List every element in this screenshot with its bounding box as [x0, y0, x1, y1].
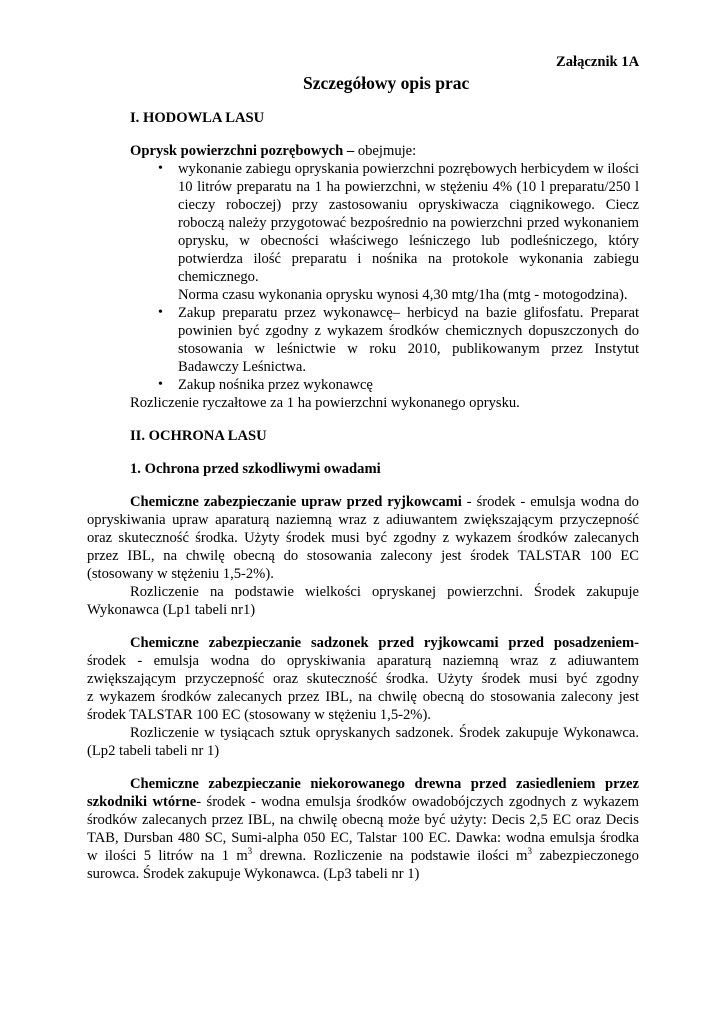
subheading-oprysk	[130, 142, 416, 160]
p2-line: zwiększającym przyczepność oraz skuteczność środka. Użyty środek musi być zgodny	[87, 671, 639, 687]
p1-settle: Wykonawca (Lp1 tabeli nr1)	[87, 602, 256, 618]
p2-settle: Rozliczenie w tysiącach sztuk opryskanych sadzonek. Środek zakupuje Wykonawca.	[130, 725, 639, 741]
p3-line: TAB, Dursban 480 SC, Sumi-alpha 050 EC, Talstar 100 EC. Dawka: wodna emulsja środka	[87, 830, 639, 846]
bullet1-line: potwierdza ilość preparatu i nośnika na protokole wykonania zabiegu	[178, 251, 639, 267]
p3-line2-rest: - środek - wodna emulsja środków owadobójczych zgodnych z wykazem	[196, 794, 639, 810]
p3-line: środków zalecanych przez IBL, na chwilę obecną może być użyty: Decis 2,5 EC oraz Decis	[87, 812, 639, 828]
subheading-insects: 1. Ochrona przed szkodliwymi owadami	[130, 461, 381, 477]
bullet2-line: powinien być zgodny z wykazem środków chemicznych dopuszczonych do	[178, 323, 639, 339]
p1-settle: Rozliczenie na podstawie wielkości opryskanej powierzchni. Środek zakupuje	[130, 584, 639, 600]
p3-line	[87, 793, 639, 811]
p1-rest: - środek - emulsja wodna do	[461, 494, 639, 510]
p3-line5-a: w ilości 5 litrów na 1 m	[87, 848, 248, 864]
bullet3-line: Zakup nośnika przez wykonawcę	[178, 377, 373, 393]
p3-line: surowca. Środek zakupuje Wykonawca. (Lp3 tabeli nr 1)	[87, 866, 420, 882]
p3-line5-c: zabezpieczonego	[532, 848, 639, 864]
section-heading-1: I. HODOWLA LASU	[130, 110, 265, 126]
p2-line: z wykazem środków zalecanych przez IBL, na chwilę obecną do stosowania zalecony jest	[87, 689, 639, 705]
bullet1-line: 10 litrów preparatu na 1 ha powierzchni, w stężeniu 4% (10 l preparatu/250 l	[178, 179, 639, 195]
p2-bold: Chemiczne zabezpieczanie sadzonek przed ryjkowcami przed posadzeniem-	[130, 635, 639, 651]
p1-line: przez IBL, na chwilę obecną do stosowania zalecony jest środek TALSTAR 100 EC	[87, 548, 639, 564]
p1-first-line	[130, 493, 639, 511]
settlement-line: Rozliczenie ryczałtowe za 1 ha powierzchni wykonanego oprysku.	[130, 395, 520, 411]
bullet2-line: Badawczy Leśnictwa.	[178, 359, 307, 375]
bullet1-line: oprysku, w obecności właściwego leśniczego lub podleśniczego, który	[178, 233, 639, 249]
bullet1-line: wykonanie zabiegu opryskania powierzchni pozrębowych herbicydem w ilości	[178, 161, 639, 177]
section-heading-2: II. OCHRONA LASU	[130, 428, 267, 444]
bullet1-line: cieczy roboczej) przy zastosowaniu opryskiwacza ciągnikowego. Ciecz	[178, 197, 639, 213]
annex-label: Załącznik 1A	[556, 54, 640, 70]
p3-line5-b: drewna. Rozliczenie na podstawie ilości m	[252, 848, 528, 864]
subheading-rest: obejmuje:	[354, 143, 417, 159]
bullet1-line: chemicznego.	[178, 269, 259, 285]
subheading-bold: Oprysk powierzchni pozrębowych –	[130, 143, 355, 159]
p3-line	[87, 847, 639, 865]
p2-line: środek TALSTAR 100 EC (stosowany w stężeniu 1,5-2%).	[87, 707, 431, 723]
page-title: Szczegółowy opis prac	[303, 73, 470, 93]
bullet1-norm: Norma czasu wykonania oprysku wynosi 4,30 mtg/1ha (mtg - motogodzina).	[178, 287, 628, 303]
p1-line: oraz skuteczność środka. Użyty środek musi być zgodny z wykazem środków zalecanych	[87, 530, 639, 546]
bullet1-line: roboczą należy przygotować bezpośrednio na powierzchni przed wykonaniem	[178, 215, 639, 231]
superscript: 3	[527, 846, 532, 857]
bullet-icon: •	[158, 377, 163, 392]
superscript: 3	[247, 846, 253, 857]
p3-bold-2: szkodniki wtórne	[87, 794, 197, 810]
p2-settle: (Lp2 tabeli tabeli nr 1)	[87, 743, 220, 759]
p3-bold: Chemiczne zabezpieczanie niekorowanego drewna przed zasiedleniem przez	[130, 776, 639, 792]
bullet-icon: •	[158, 161, 163, 176]
p2-line: środek - emulsja wodna do opryskiwania aparaturą naziemną wraz z adiuwantem	[87, 653, 639, 669]
bullet2-line: stosowania w leśnictwie w roku 2010, publikowanym przez Instytut	[178, 341, 639, 357]
bullet-icon: •	[158, 305, 163, 320]
p1-line: opryskiwania upraw aparaturą naziemną wraz z adiuwantem zwiększającym przyczepność	[87, 512, 639, 528]
p1-line: (stosowany w stężeniu 1,5-2%).	[87, 566, 274, 582]
bullet2-line: Zakup preparatu przez wykonawcę– herbicyd na bazie glifosfatu. Preparat	[178, 305, 639, 321]
p1-bold: Chemiczne zabezpieczanie upraw przed ryjkowcami	[130, 494, 462, 510]
